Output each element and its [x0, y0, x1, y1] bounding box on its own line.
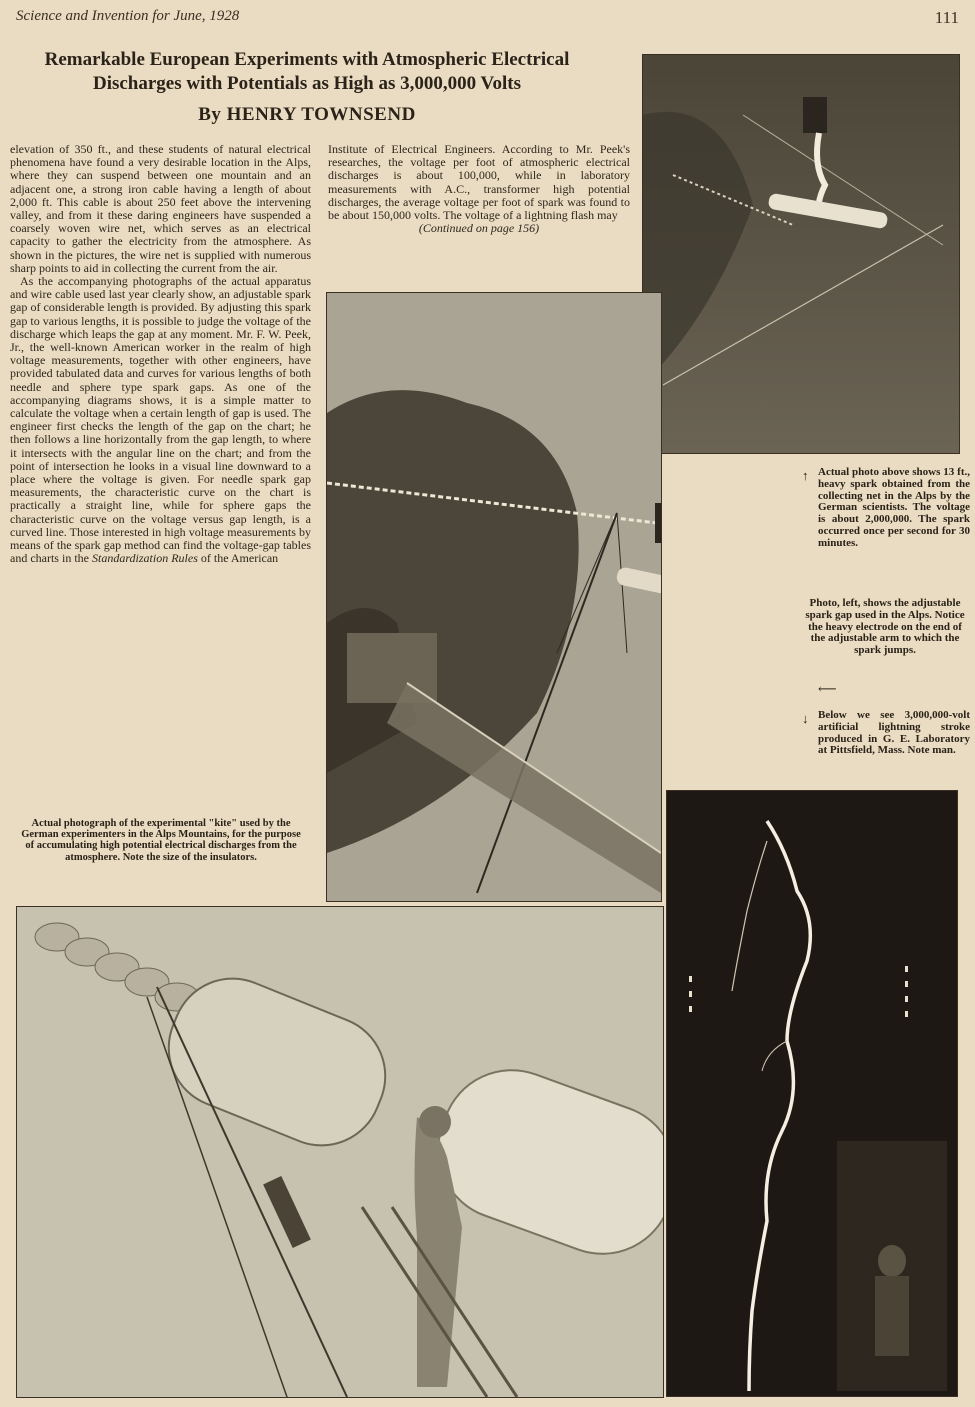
running-head: Science and Invention for June, 1928 — [16, 8, 240, 24]
left-arrow-icon: ⟵ — [818, 681, 837, 696]
lightning-caption: Below we see 3,000,000-volt artificial lightning stroke produced in G. E. Laboratory at Pittsfield, Mass. Note man. — [818, 709, 970, 757]
headline-line-2: Discharges with Potentials as High as 3,000,000 Volts — [92, 73, 522, 94]
italic-reference: Standardization Rules — [91, 551, 198, 566]
spark-gap-photo — [326, 292, 662, 902]
kite-photo-image — [17, 907, 663, 1397]
lightning-photo — [666, 790, 958, 1397]
spark-gap-photo-image — [327, 293, 661, 901]
byline: By HENRY TOWNSEND — [198, 104, 416, 125]
spark-gap-caption: Photo, left, shows the adjustable spark gap used in the Alps. Notice the heavy electrode on the end of the adjustable arm to which the spark jumps. — [805, 597, 965, 657]
headline-line-1: Remarkable European Experiments with Atmospheric Electrical — [44, 49, 570, 70]
down-arrow-icon: ↓ — [802, 711, 809, 726]
text-column-1 — [10, 143, 311, 566]
spark-photo-caption: Actual photo above shows 13 ft., heavy spark obtained from the collecting net in the Alps by the German scientists. The voltage is about 2,000,000. The spark occurred once per second for 30 minutes. — [818, 466, 970, 549]
text-column-2 — [328, 143, 630, 235]
spark-photo — [642, 54, 960, 454]
lightning-photo-image — [667, 791, 957, 1396]
page-number: 111 — [934, 8, 959, 27]
paragraph: elevation of 350 ft., and these students of natural electrical phenomena have found a very desirable location in the Alps, where they can suspend between one mountain and an adjacent one, a strong iron cable having a length of about 2,000 ft. This cable is about 250 feet above the intervening valley, and from it these daring engineers have suspended a coarsely woven wire net, which serves as an electrical capacity to gather the electricity from the atmosphere. As shown in the pictures, the wire net is supplied with numerous sharp points to aid in collecting the current from the air. — [10, 142, 311, 275]
kite-photo — [16, 906, 664, 1398]
up-arrow-icon: ↑ — [802, 468, 809, 483]
spark-photo-image — [643, 55, 959, 453]
continued-note: (Continued on page 156) — [418, 221, 540, 236]
paragraph: Institute of Electrical Engineers. According to Mr. Peek's researches, the voltage per foot of atmospheric electrical discharges is about 100,000, while in laboratory measurements with A.C., transformer high potential discharges, the average voltage per foot of spark was found to be about 150,000 volts. The voltage of a lightning flash may — [328, 142, 630, 223]
kite-photo-caption: Actual photograph of the experimental "kite" used by the German experimenters in the Alps Mountains, for the purpose of accumulating high potential electrical discharges from the atmosphere. Note the size of the insulators. — [21, 818, 301, 863]
article-headline — [8, 48, 606, 96]
paragraph: As the accompanying photographs of the actual apparatus and wire cable used last year clearly show, an adjustable spark gap of considerable length is provided. By adjusting this spark gap to various lengths, it is possible to judge the voltage of the discharge which leaps the gap at any moment. Mr. F. W. Peek, Jr., the well-known American worker in the realm of high voltage measurements, together with other engineers, have provided tabulated data and curves for various lengths of both needle and sphere type spark gaps. As one of the accompanying diagrams shows, it is a simple matter to calculate the voltage when a certain length of gap is used. The engineer first checks the length of the gap on the chart; he then follows a line horizontally from the gap length, to where it intersects with the angular line on the chart; and from the point of intersection he looks in a visual line downward to a place where the voltage is given. For needle spark gap measurements, the characteristic curve on the chart is practically a straight line, while for sphere gaps the characteristic curve on the voltage versus gap length, is a curved line. Those interested in high voltage measurements by means of the spark gap method can find the voltage-gap tables and charts in the Standardization Rules of the American — [10, 274, 311, 566]
